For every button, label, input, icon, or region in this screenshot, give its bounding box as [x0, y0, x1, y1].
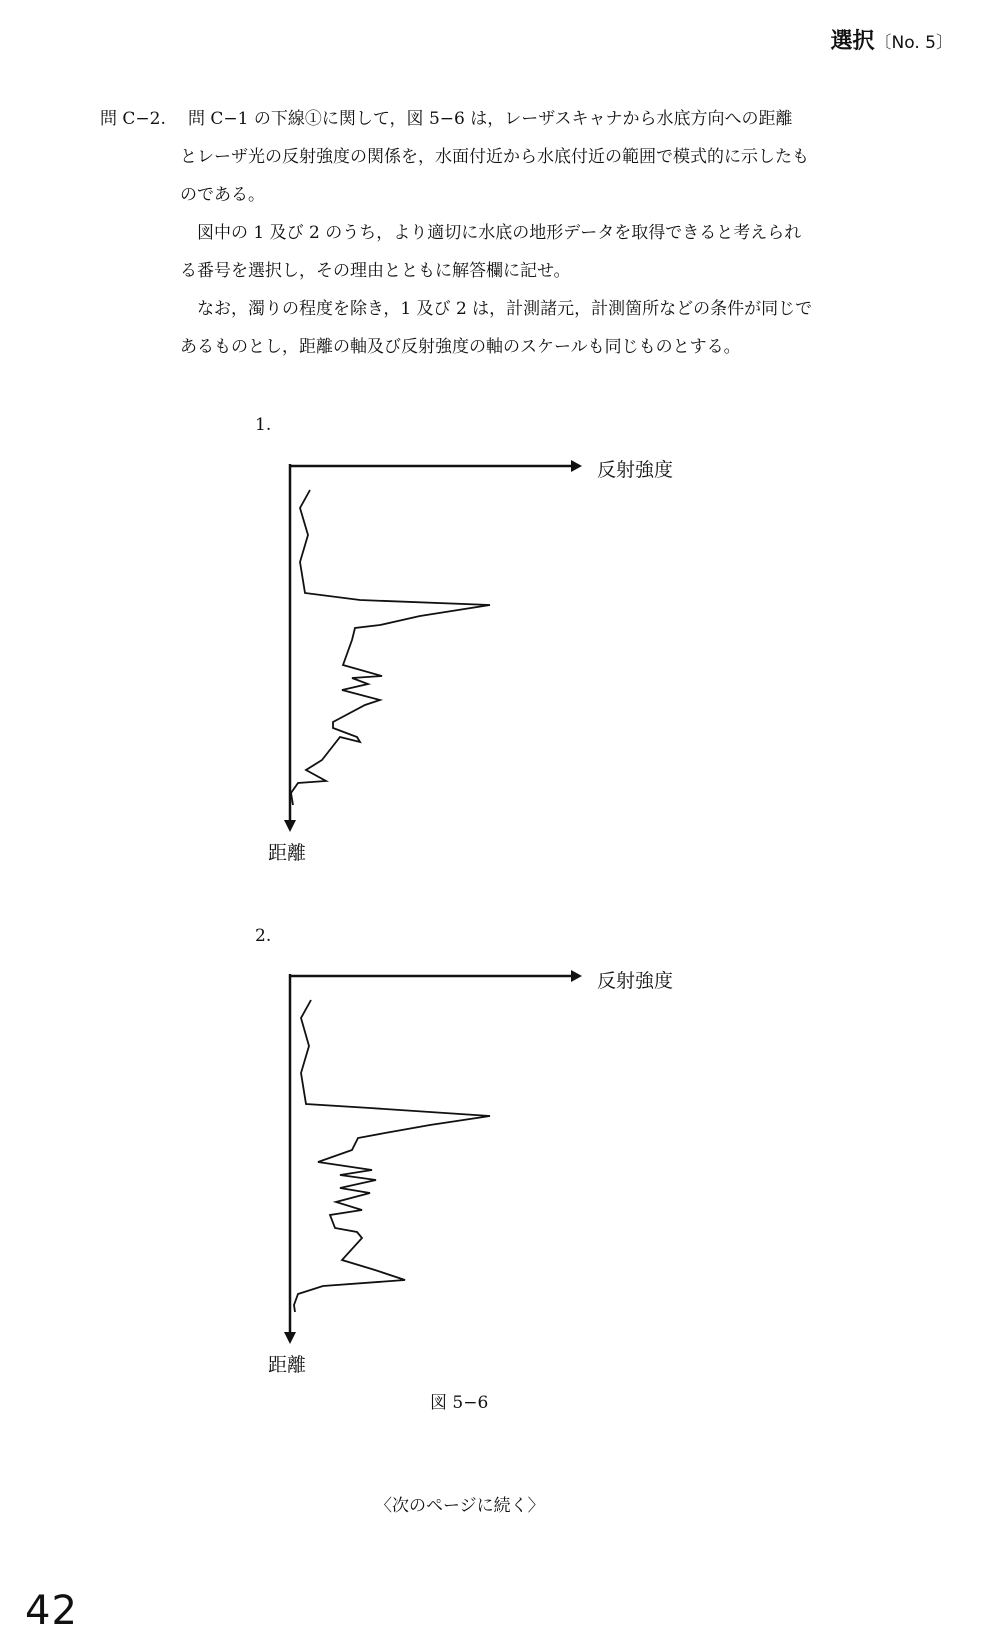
figure-1-x-label: 反射強度: [597, 459, 674, 481]
header-selection: 選択: [830, 29, 875, 54]
question-line: 問 C−1 の下線①に関して，図 5−6 は，レーザスキャナから水底方向への距離: [188, 109, 793, 129]
question-line: る番号を選択し，その理由とともに解答欄に記せ。: [180, 261, 571, 281]
question-line: とレーザ光の反射強度の関係を，水面付近から水底付近の範囲で模式的に示したも: [180, 147, 809, 167]
question-line: 図中の 1 及び 2 のうち，より適切に水底の地形データを取得できると考えられ: [180, 223, 802, 243]
question-line: なお，濁りの程度を除き，1 及び 2 は，計測諸元，計測箇所などの条件が同じで: [180, 299, 813, 319]
figure-2-x-label: 反射強度: [597, 970, 674, 992]
continued-notice: 〈次のページに続く〉: [375, 1496, 545, 1516]
figure-caption: 図 5−6: [430, 1393, 489, 1413]
figure-1-y-label: 距離: [268, 842, 307, 864]
figure-2-curve: [294, 1000, 490, 1312]
question-label: 問 C−2.: [100, 109, 166, 129]
question-line: のである。: [180, 185, 265, 205]
figure-2-label: 2.: [255, 926, 272, 946]
figure-2-x-arrow: [571, 970, 582, 982]
figure-2-y-label: 距離: [268, 1354, 307, 1376]
header-number: 〔No. 5〕: [874, 33, 953, 53]
question-line: あるものとし，距離の軸及び反射強度の軸のスケールも同じものとする。: [180, 337, 741, 357]
page-number: 42: [25, 1588, 78, 1634]
figure-1-label: 1.: [255, 415, 272, 435]
figure-2-y-arrow: [284, 1332, 296, 1344]
